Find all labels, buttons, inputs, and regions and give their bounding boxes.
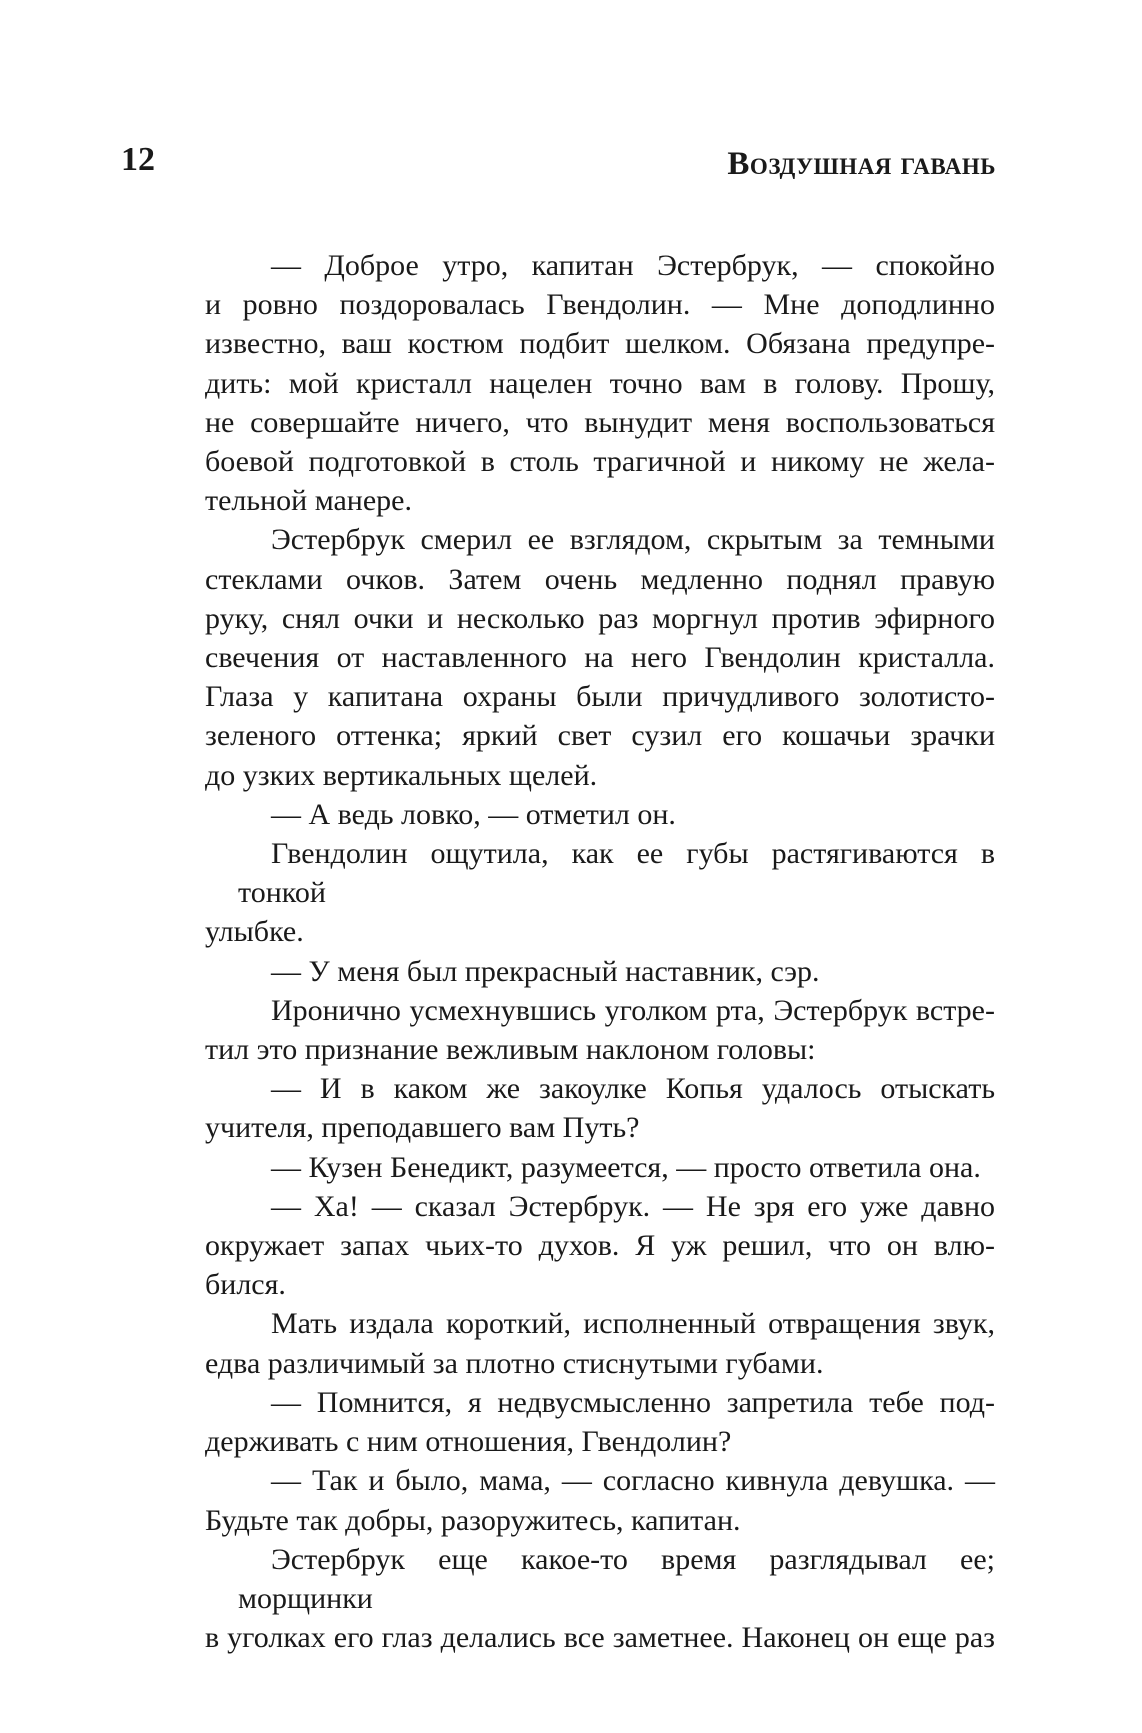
text-line: учителя, преподавшего вам Путь? xyxy=(205,1111,640,1145)
text-line: — Кузен Бенедикт, разумеется, — просто ответила она. xyxy=(271,1150,981,1184)
text-line: — Доброе утро, капитан Эстербрук, — спокойно xyxy=(271,249,995,282)
paragraph xyxy=(205,1304,995,1382)
text-line: — У меня был прекрасный наставник, сэр. xyxy=(271,954,820,988)
text-line: Эстербрук еще какое-то время разглядывал ее; морщинки xyxy=(238,1542,995,1615)
text-line: руку, снял очки и несколько раз моргнул против эфирного xyxy=(205,601,995,635)
text-line: Эстербрук смерил ее взглядом, скрытым за темными xyxy=(271,523,995,557)
text-line: Будьте так добры, разоружитесь, капитан. xyxy=(205,1503,741,1537)
text-line: — Помнится, я недвусмысленно запретила тебе под- xyxy=(271,1385,995,1419)
text-line: стеклами очков. Затем очень медленно поднял правую xyxy=(205,562,995,596)
text-line: улыбке. xyxy=(205,915,304,949)
running-title: Воздушная гавань xyxy=(727,146,996,182)
text-line: Иронично усмехнувшись уголком рта, Эстербрук встре- xyxy=(271,993,995,1027)
paragraph xyxy=(205,1383,995,1461)
paragraph xyxy=(205,834,995,952)
text-line: не совершайте ничего, что вынудит меня воспользоваться xyxy=(205,405,995,439)
paragraph xyxy=(205,1540,995,1658)
text-line: — Так и было, мама, — согласно кивнула девушка. — xyxy=(271,1464,995,1498)
text-line: — И в каком же закоулке Копья удалось отыскать xyxy=(271,1072,995,1106)
text-line: тил это признание вежливым наклоном головы: xyxy=(205,1033,816,1067)
text-line: в уголках его глаз делались все заметнее. Наконец он еще раз xyxy=(205,1621,995,1655)
paragraph xyxy=(205,1187,995,1305)
text-line: свечения от наставленного на него Гвендолин кристалла. xyxy=(205,641,995,675)
text-line: зеленого оттенка; яркий свет сузил его кошачьи зрачки xyxy=(205,719,995,753)
page-number: 12 xyxy=(121,141,155,178)
paragraph xyxy=(205,795,995,834)
text-line: тельной манере. xyxy=(205,484,412,518)
text-line: — А ведь ловко, — отметил он. xyxy=(271,797,676,831)
paragraph xyxy=(205,952,995,991)
paragraph xyxy=(205,1069,995,1147)
text-line: держивать с ним отношения, Гвендолин? xyxy=(205,1425,732,1459)
text-line: Гвендолин ощутила, как ее губы растягиваются в тонкой xyxy=(238,837,995,910)
text-line: дить: мой кристалл нацелен точно вам в голову. Прошу, xyxy=(205,366,995,400)
text-line: окружает запах чьих-то духов. Я уж решил, что он влю- xyxy=(205,1229,995,1263)
text-line: до узких вертикальных щелей. xyxy=(205,758,598,792)
paragraph xyxy=(205,520,995,794)
text-line: едва различимый за плотно стиснутыми губами. xyxy=(205,1346,824,1380)
text-line: бился. xyxy=(205,1268,286,1302)
text-line: известно, ваш костюм подбит шелком. Обязана предупре- xyxy=(205,327,995,361)
text-line: и ровно поздоровалась Гвендолин. — Мне доподлинно xyxy=(205,288,995,322)
text-line: боевой подготовкой в столь трагичной и никому не жела- xyxy=(205,445,995,479)
paragraph xyxy=(205,991,995,1069)
text-line: Глаза у капитана охраны были причудливого золотисто- xyxy=(205,680,995,714)
paragraph xyxy=(205,1461,995,1539)
paragraph xyxy=(205,1148,995,1187)
body-text xyxy=(205,246,995,1657)
text-line: Мать издала короткий, исполненный отвращения звук, xyxy=(271,1307,995,1341)
text-line: — Ха! — сказал Эстербрук. — Не зря его уже давно xyxy=(271,1189,995,1223)
paragraph xyxy=(205,246,995,520)
